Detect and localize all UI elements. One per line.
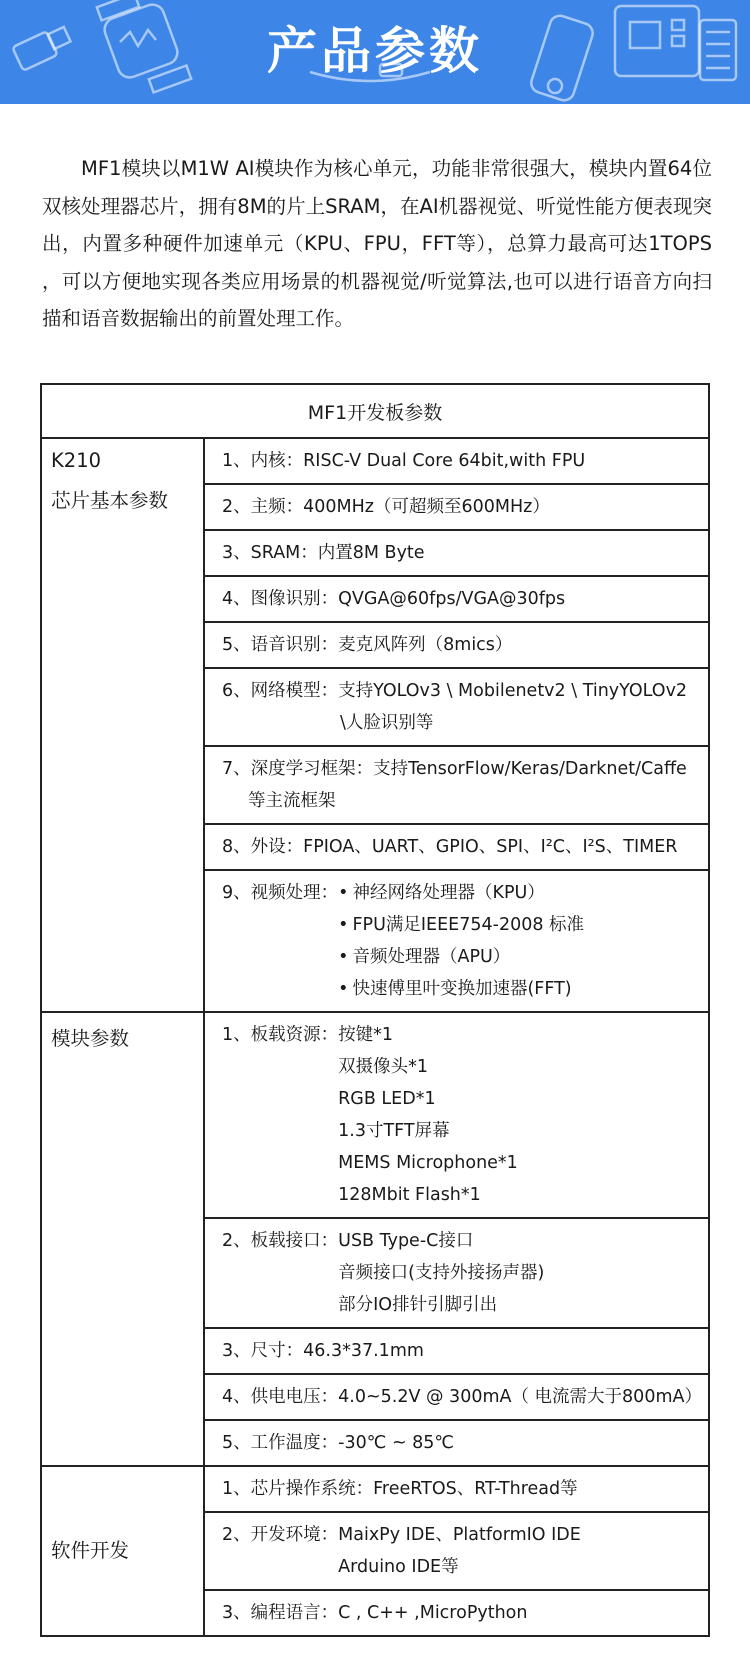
row-value: USB Type-C接口 (338, 1231, 474, 1251)
section-rows (205, 1467, 708, 1635)
table-row (205, 1591, 708, 1635)
params-table (40, 383, 710, 1637)
section-rows (205, 1013, 708, 1465)
row-key: 5、语音识别： (222, 635, 339, 655)
row-values (338, 1225, 702, 1321)
section-label-line: 芯片基本参数 (51, 489, 169, 512)
table-row (205, 1219, 708, 1329)
section-label-line: 软件开发 (51, 1539, 130, 1562)
row-value: QVGA@60fps/VGA@30fps (338, 589, 566, 609)
row-value: C , C++ ,MicroPython (338, 1603, 528, 1623)
section-rows (205, 439, 708, 1011)
row-value: 内置8M Byte (317, 543, 425, 563)
section-label (42, 1467, 205, 1635)
row-values (338, 1519, 702, 1583)
table-row (205, 747, 708, 825)
row-value: 双摄像头*1 (338, 1057, 429, 1077)
table-row (205, 1375, 708, 1421)
row-value: 音频接口(支持外接扬声器) (338, 1263, 545, 1283)
row-key: 2、主频： (222, 497, 304, 517)
row-values (338, 1019, 702, 1211)
row-values (338, 877, 702, 1005)
row-key: 9、视频处理： (222, 883, 339, 903)
intro-paragraph: MF1模块以M1W AI模块作为核心单元，功能非常很强大，模块内置64位双核处理器芯片，拥有8M的片上SRAM，在AI机器视觉、听觉性能方便表现突出，内置多种硬件加速单元（KPU、FPU，FFT等），总算力最高可达1TOPS ，可以方便地实现各类应用场景的机器视觉/听觉算法,也可以进行语音方向扫描和语音数据输出的前置处理工作。 (42, 157, 712, 330)
table-row (205, 439, 708, 485)
row-key: 1、内核： (222, 451, 304, 471)
table-row (205, 1513, 708, 1591)
bullet-item: • 快速傅里叶变换加速器(FFT) (338, 973, 702, 1005)
row-value: RGB LED*1 (338, 1089, 436, 1109)
row-key: 2、板载接口： (222, 1231, 339, 1251)
table-row (205, 1467, 708, 1513)
row-key: 4、图像识别： (222, 589, 339, 609)
section-module (42, 1013, 708, 1467)
table-row (205, 1421, 708, 1465)
bullet-item: • FPU满足IEEE754-2008 标准 (338, 909, 702, 941)
table-row (205, 1329, 708, 1375)
row-key: 6、网络模型： (222, 681, 339, 701)
row-value: MEMS Microphone*1 (338, 1153, 518, 1173)
row-key: 7、深度学习框架： (222, 759, 374, 779)
section-label (42, 1013, 205, 1465)
row-value: 麦克风阵列（8mics） (338, 635, 513, 655)
section-label-line: 模块参数 (51, 1027, 130, 1050)
bullet-item: • 音频处理器（APU） (338, 941, 702, 973)
table-row (205, 669, 708, 747)
table-row (205, 1013, 708, 1219)
banner (0, 0, 750, 104)
row-key: 1、芯片操作系统： (222, 1479, 374, 1499)
row-value: 支持YOLOv3 \ Mobilenetv2 \ TinyYOLOv2 (338, 681, 688, 701)
section-label-line: K210 (51, 449, 102, 472)
table-row (205, 531, 708, 577)
row-value: 等主流框架 (248, 791, 336, 811)
row-value: 46.3*37.1mm (303, 1341, 424, 1361)
row-key: 3、尺寸： (222, 1341, 304, 1361)
table-row (205, 623, 708, 669)
row-value: 4.0~5.2V @ 300mA（ 电流需大于800mA） (338, 1387, 702, 1407)
row-value: 128Mbit Flash*1 (338, 1185, 481, 1205)
row-key: 8、外设： (222, 837, 304, 857)
page-title: 产品参数 (267, 22, 483, 80)
row-value: 1.3寸TFT屏幕 (338, 1121, 450, 1141)
row-value: \人脸识别等 (340, 713, 434, 733)
row-value: MaixPy IDE、PlatformIO IDE (338, 1525, 581, 1545)
table-row (205, 577, 708, 623)
table-row (205, 485, 708, 531)
row-value: RISC-V Dual Core 64bit,with FPU (303, 451, 586, 471)
row-value: FreeRTOS、RT-Thread等 (373, 1479, 578, 1499)
row-key: 4、供电电压： (222, 1387, 339, 1407)
row-value: 按键*1 (338, 1025, 394, 1045)
row-key: 2、开发环境： (222, 1525, 339, 1545)
row-value: -30℃ ~ 85℃ (338, 1433, 455, 1453)
row-key: 1、板载资源： (222, 1025, 339, 1045)
table-row (205, 871, 708, 1011)
section-software (42, 1467, 708, 1635)
row-key: 5、工作温度： (222, 1433, 339, 1453)
row-key: 3、SRAM： (222, 543, 318, 563)
row-key: 3、编程语言： (222, 1603, 339, 1623)
section-chip (42, 439, 708, 1013)
row-value: Arduino IDE等 (338, 1557, 459, 1577)
row-value: 支持TensorFlow/Keras/Darknet/Caffe (373, 759, 687, 779)
bullet-item: • 神经网络处理器（KPU） (338, 877, 702, 909)
table-row (205, 825, 708, 871)
row-value: 400MHz（可超频至600MHz） (303, 497, 550, 517)
row-value: FPIOA、UART、GPIO、SPI、I²C、I²S、TIMER (303, 837, 678, 857)
section-label (42, 439, 205, 1011)
row-value: 部分IO排针引脚引出 (338, 1295, 498, 1315)
table-title: MF1开发板参数 (42, 385, 708, 439)
